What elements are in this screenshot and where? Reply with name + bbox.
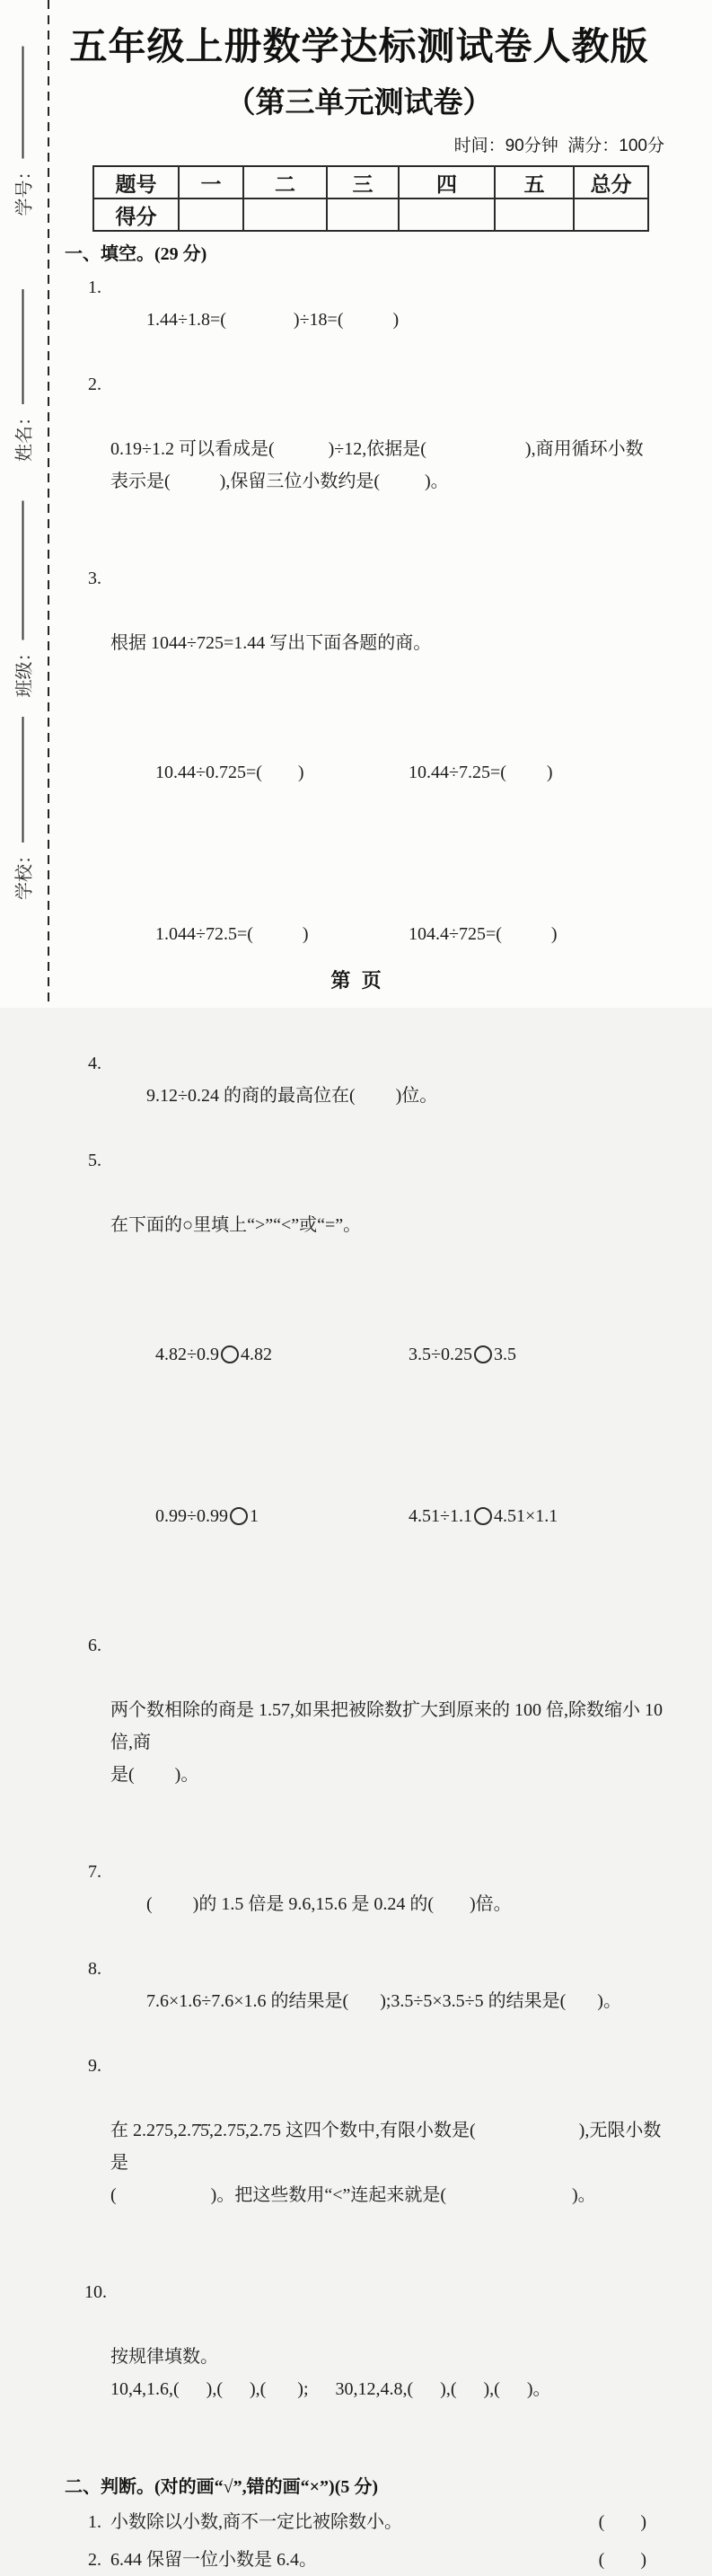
school-label: 学校： — [14, 846, 35, 900]
sidebar-class — [10, 501, 36, 698]
answer-circle — [230, 1507, 248, 1525]
sidebar-name — [10, 289, 36, 462]
student-id-label: 学号： — [14, 162, 35, 216]
class-label: 班级： — [14, 643, 35, 698]
score-header-cell: 五 — [495, 166, 574, 198]
question-9-line2: ( )。把这些数用“<”连起来就是( )。 — [110, 2185, 596, 2205]
question-3-row-1 — [110, 724, 666, 821]
name-blank-line — [22, 289, 23, 404]
question-4-number: 4. — [88, 1054, 101, 1073]
dashed-cut-line — [48, 0, 49, 1008]
question-2-line2: 表示是( ),保留三位小数约是( )。 — [110, 472, 449, 491]
section-2-heading: 二、判断。(对的画“√”,错的画“×”)(5 分) — [65, 2477, 379, 2497]
exam-meta: 时间：90分钟 满分：100分 — [453, 137, 664, 155]
question-5 — [52, 1144, 666, 1629]
question-3-text: 根据 1044÷725=1.44 写出下面各题的商。 — [110, 633, 432, 653]
comparison-left: 0.99÷0.99 — [155, 1506, 228, 1526]
answer-circle — [474, 1507, 492, 1525]
judge-item-1 — [52, 2506, 666, 2538]
comparison-left: 4.82÷0.9 — [155, 1345, 219, 1364]
judge-1-number: 1. — [88, 2512, 101, 2532]
question-6-line1: 两个数相除的商是 1.57,如果把被除数扩大到原来的 100 倍,除数缩小 10 倍,商 — [110, 1700, 667, 1752]
question-5-row-2 — [110, 1468, 666, 1565]
answer-circle — [474, 1345, 492, 1363]
question-6-line2: 是( )。 — [110, 1765, 199, 1785]
question-4-text: 9.12÷0.24 的商的最高位在( )位。 — [146, 1086, 438, 1106]
score-header-cell: 四 — [399, 166, 495, 198]
question-3-item: 10.44÷7.25=( ) — [409, 763, 553, 782]
question-7 — [52, 1856, 666, 1953]
score-table-score-row — [93, 198, 648, 231]
comparison-right: 1 — [249, 1506, 259, 1526]
page-number-footer: 第 页 — [330, 969, 382, 992]
score-header-cell: 三 — [327, 166, 399, 198]
score-row-label: 得分 — [93, 198, 179, 231]
comparison-right: 4.51×1.1 — [493, 1506, 558, 1526]
question-3-item: 104.4÷725=( ) — [409, 924, 558, 944]
score-empty-cell — [327, 198, 399, 231]
sidebar-student-id — [10, 47, 36, 216]
question-7-text: ( )的 1.5 倍是 9.6,15.6 是 0.24 的( )倍。 — [146, 1894, 512, 1914]
question-8 — [52, 1953, 666, 2050]
comparison-item — [409, 1345, 516, 1364]
class-blank-line — [22, 501, 23, 640]
comparison-left: 4.51÷1.1 — [409, 1506, 472, 1526]
paper-content — [52, 0, 666, 2576]
score-empty-cell — [399, 198, 495, 231]
school-blank-line — [22, 717, 23, 842]
answer-circle — [221, 1345, 239, 1363]
comparison-right: 3.5 — [493, 1345, 516, 1364]
page-title: 五年级上册数学达标测试卷人教版 — [69, 25, 649, 67]
question-10-number: 10. — [84, 2282, 107, 2302]
section-1-heading: 一、填空。(29 分) — [65, 244, 207, 264]
question-1 — [52, 271, 666, 368]
question-9 — [52, 2050, 666, 2276]
sidebar-school — [10, 717, 36, 900]
score-empty-cell — [495, 198, 574, 231]
score-header-cell: 二 — [243, 166, 327, 198]
question-3-item: 10.44÷0.725=( ) — [155, 763, 304, 782]
question-3-number: 3. — [88, 569, 101, 588]
judge-item-2 — [52, 2544, 666, 2576]
score-table — [92, 165, 649, 232]
judge-1-text: 小数除以小数,商不一定比被除数小。 — [110, 2512, 402, 2532]
question-9-number: 9. — [88, 2056, 101, 2076]
comparison-right: 4.82 — [240, 1345, 272, 1364]
question-5-row-1 — [110, 1306, 666, 1403]
question-6 — [52, 1629, 666, 1856]
judge-2-number: 2. — [88, 2550, 101, 2570]
question-2-line1: 0.19÷1.2 可以看成是( )÷12,依据是( ),商用循环小数 — [110, 439, 644, 459]
student-id-blank-line — [22, 47, 23, 159]
question-7-number: 7. — [88, 1862, 101, 1882]
question-3-item: 1.044÷72.5=( ) — [155, 924, 309, 944]
question-5-number: 5. — [88, 1151, 101, 1170]
comparison-left: 3.5÷0.25 — [409, 1345, 472, 1364]
question-10-sequence: 10,4,1.6,( ),( ),( ); 30,12,4.8,( ),( ),( )。 — [110, 2379, 551, 2399]
question-1-text: 1.44÷1.8=( )÷18=( ) — [146, 310, 400, 330]
name-label: 姓名： — [14, 408, 35, 462]
comparison-item — [155, 1338, 409, 1371]
question-2-number: 2. — [88, 375, 101, 394]
question-9-line1: 在 2.275,2.7̇5̇,2.75̇,2.75 这四个数中,有限小数是( ),无限小数是 — [110, 2121, 662, 2173]
score-header-cell: 总分 — [574, 166, 648, 198]
score-empty-cell — [179, 198, 243, 231]
judge-2-answer-blank: ( ) — [598, 2550, 646, 2570]
question-4 — [52, 1047, 666, 1144]
score-header-cell: 题号 — [93, 166, 179, 198]
score-header-cell: 一 — [179, 166, 243, 198]
question-8-text: 7.6×1.6÷7.6×1.6 的结果是( );3.5÷5×3.5÷5 的结果是( )。 — [146, 1991, 621, 2011]
judge-2-text: 6.44 保留一位小数是 6.4。 — [110, 2550, 317, 2570]
score-table-header-row — [93, 166, 648, 198]
score-empty-cell — [574, 198, 648, 231]
question-5-text: 在下面的○里填上“>”“<”或“=”。 — [110, 1215, 362, 1235]
judge-questions — [52, 2506, 666, 2576]
question-2 — [52, 368, 666, 562]
fill-in-questions — [52, 271, 666, 2470]
page-subtitle: （第三单元测试卷） — [225, 85, 493, 119]
judge-1-answer-blank: ( ) — [598, 2512, 646, 2532]
comparison-item — [155, 1500, 409, 1532]
score-empty-cell — [243, 198, 327, 231]
question-1-number: 1. — [88, 278, 101, 297]
question-10 — [52, 2276, 666, 2470]
question-8-number: 8. — [88, 1959, 101, 1979]
question-6-number: 6. — [88, 1636, 101, 1655]
comparison-item — [409, 1506, 558, 1526]
question-10-text: 按规律填数。 — [110, 2347, 218, 2367]
